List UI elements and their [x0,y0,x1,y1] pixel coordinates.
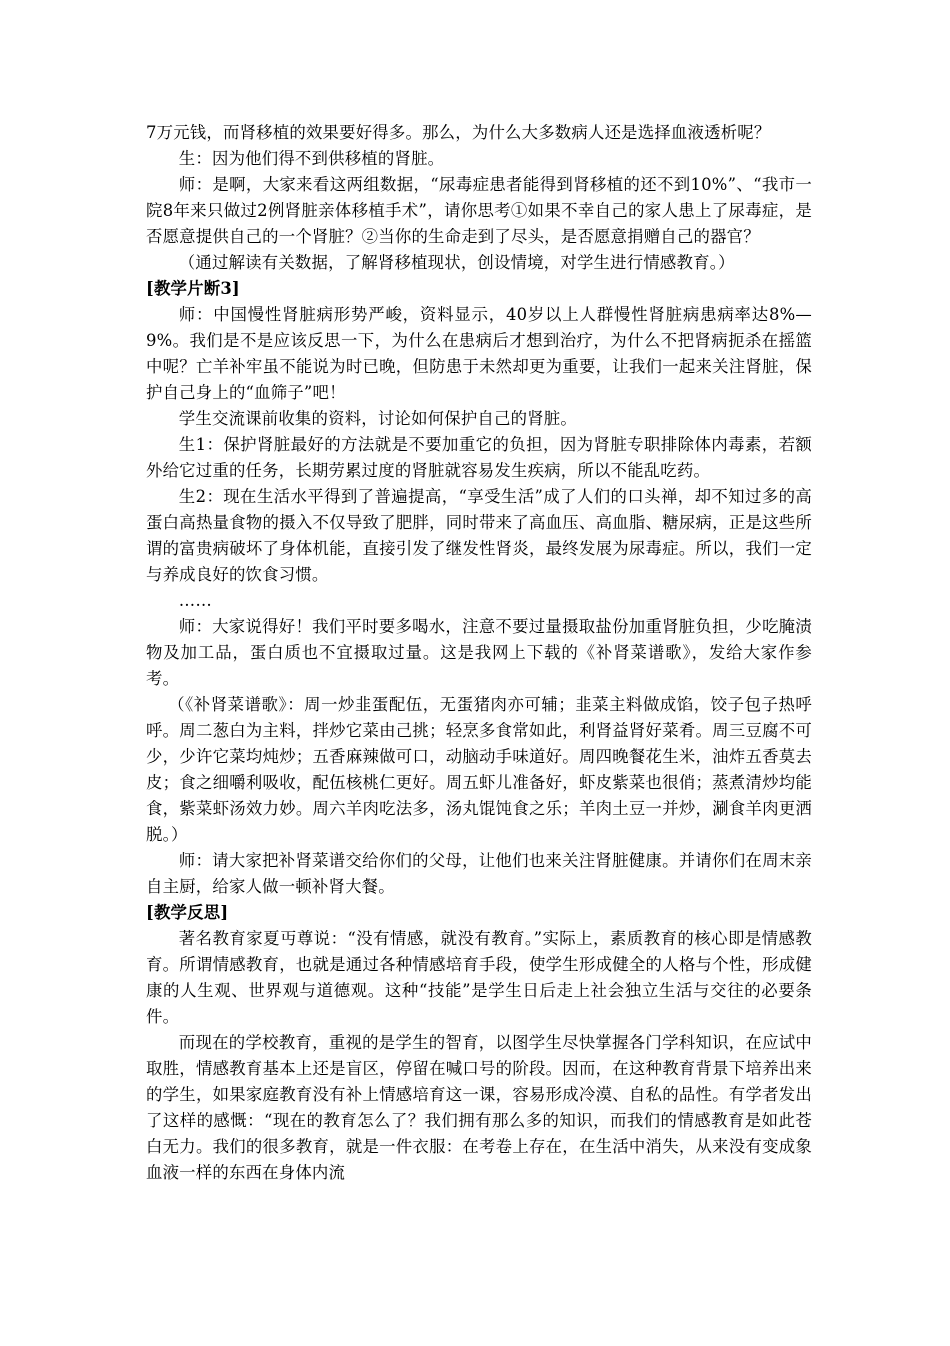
section-heading: [教学片断3] [146,279,240,298]
paragraph: 著名教育家夏丏尊说：“没有情感，就没有教育。”实际上，素质教育的核心即是情感教育。所谓情感教育，也就是通过各种情感培育手段，使学生形成健全的人格与个性，形成健康的人生观、世界观与道德观。这种“技能”是学生日后走上社会独立生活与交往的必要条件。 [146,929,812,1026]
paragraph: 生：因为他们得不到供移植的肾脏。 [178,149,445,168]
paragraph: 师：请大家把补肾菜谱交给你们的父母，让他们也来关注肾脏健康。并请你们在周末亲自主厨，给家人做一顿补肾大餐。 [146,851,812,896]
recipe-song: （《补肾菜谱歌》：周一炒韭蛋配伍，无蛋猪肉亦可辅；韭菜主料做成馅，饺子包子热呼呼。周二葱白为主料，拌炒它菜由己挑；轻烹多食常如此，利肾益肾好菜肴。周三豆腐不可少，少许它菜均炖炒；五香麻辣做可口，动脑动手味道好。周四晚餐花生米，油炸五香莫去皮；食之细嚼利吸收，配伍核桃仁更好。周五虾儿准备好，虾皮紫菜也很俏；蒸煮清炒均能食，紫菜虾汤效力妙。周六羊肉吃法多，汤丸馄饨食之乐；羊肉土豆一并炒，涮食羊肉更洒脱。） [146,695,812,844]
paragraph: 师：大家说得好！我们平时要多喝水，注意不要过量摄取盐份加重肾脏负担，少吃腌渍物及加工品，蛋白质也不宜摄取过量。这是我网上下载的《补肾菜谱歌》，发给大家作参考。 [146,617,812,688]
paragraph: 师：中国慢性肾脏病形势严峻，资料显示，40岁以上人群慢性肾脏病患病率达8%—9%。我们是不是应该反思一下，为什么在患病后才想到治疗，为什么不把肾病扼杀在摇篮中呢？亡羊补牢虽不能说为时已晚，但防患于未然却更为重要，让我们一起来关注肾脏，保护自己身上的“血筛子”吧！ [146,305,812,402]
paragraph: 生2：现在生活水平得到了普遍提高，“享受生活”成了人们的口头禅，却不知过多的高蛋白高热量食物的摄入不仅导致了肥胖，同时带来了高血压、高血脂、糖尿病，正是这些所谓的富贵病破坏了身体机能，直接引发了继发性肾炎，最终发展为尿毒症。所以，我们一定与养成良好的饮食习惯。 [146,487,812,584]
paragraph: （通过解读有关数据，了解肾移植现状，创设情境，对学生进行情感教育。） [178,253,735,272]
paragraph: 师：是啊，大家来看这两组数据，“尿毒症患者能得到肾移植的还不到10%”、“我市一院8年来只做过2例肾脏亲体移植手术”，请你思考①如果不幸自己的家人患上了尿毒症，是否愿意提供自己的一个肾脏？②当你的生命走到了尽头，是否愿意捐赠自己的器官？ [146,175,812,246]
paragraph: 学生交流课前收集的资料，讨论如何保护自己的肾脏。 [178,409,577,428]
paragraph: 生1：保护肾脏最好的方法就是不要加重它的负担，因为肾脏专职排除体内毒素，若额外给它过重的任务，长期劳累过度的肾脏就容易发生疾病，所以不能乱吃药。 [146,435,812,480]
paragraph: 7万元钱，而肾移植的效果要好得多。那么，为什么大多数病人还是选择血液透析呢？ [146,123,771,142]
section-heading: [教学反思] [146,903,229,922]
paragraph: 而现在的学校教育，重视的是学生的智育，以图学生尽快掌握各门学科知识，在应试中取胜，情感教育基本上还是盲区，停留在喊口号的阶段。因而，在这种教育背景下培养出来的学生，如果家庭教育没有补上情感培育这一课，容易形成冷漠、自私的品性。有学者发出了这样的感慨：“现在的教育怎么了？我们拥有那么多的知识，而我们的情感教育是如此苍白无力。我们的很多教育，就是一件衣服：在考卷上存在，在生活中消失，从来没有变成象血液一样的东西在身体内流 [146,1033,812,1182]
ellipsis: …… [178,591,212,610]
document-body [146,120,812,1186]
